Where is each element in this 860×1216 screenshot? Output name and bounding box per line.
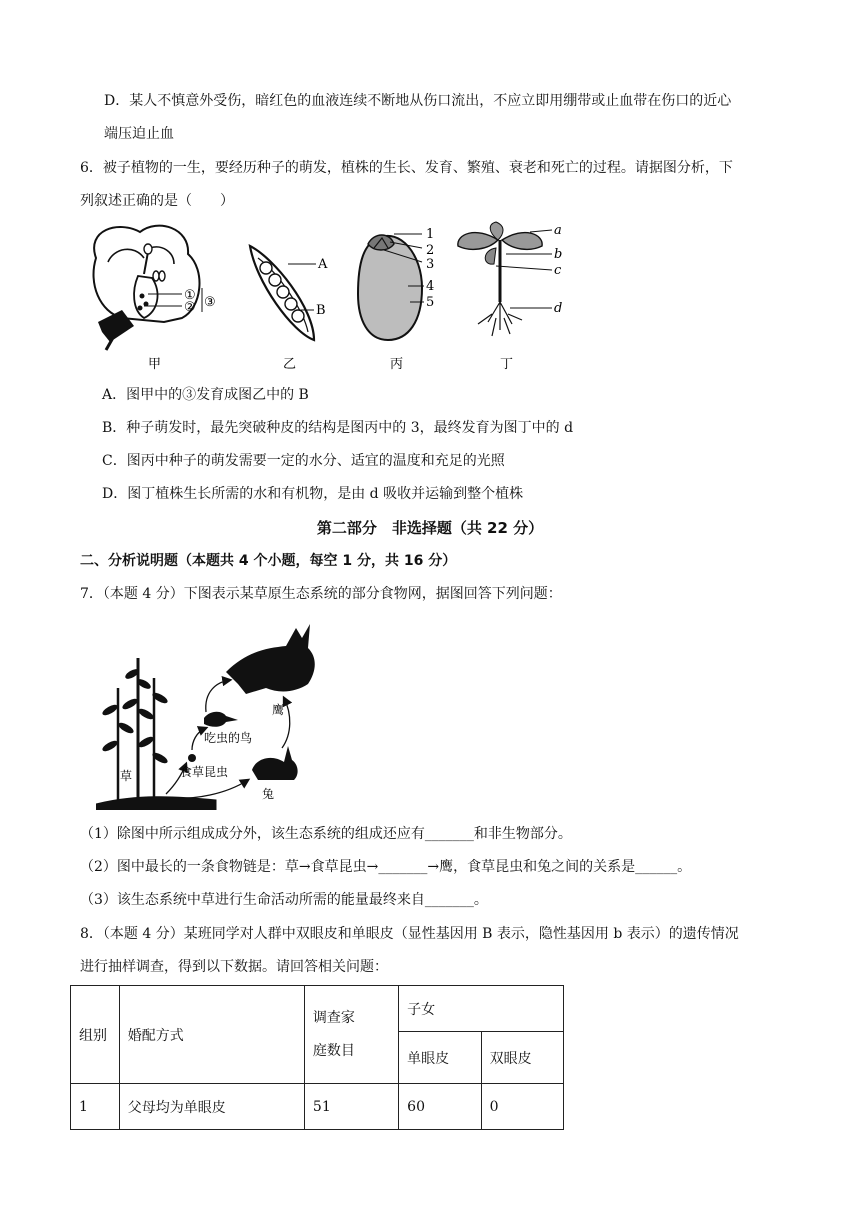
insect-label: 食草昆虫 xyxy=(180,765,229,779)
label-3: 3 xyxy=(426,257,435,272)
caption-jia: 甲 xyxy=(148,357,162,372)
q5-option-d-line2: 端压迫止血 xyxy=(104,126,174,142)
label-b-lower: b xyxy=(554,247,563,262)
part2-title: 第二部分 非选择题（共 22 分） xyxy=(316,519,544,537)
herbivorous-insect xyxy=(188,754,196,762)
q7-stem: 7．（本题 4 分）下图表示某草原生态系统的部分食物网，据图回答下列问题： xyxy=(80,586,562,602)
header-families xyxy=(304,986,398,1084)
seed-diagram xyxy=(358,234,424,340)
q6-figures xyxy=(78,218,778,376)
hawk xyxy=(226,624,315,694)
hawk-label: 鹰 xyxy=(272,703,285,717)
q7-sub3: （3）该生态系统中草进行生命活动所需的能量最终来自_______。 xyxy=(80,892,488,908)
header-group: 组别 xyxy=(71,986,120,1084)
label-5: 5 xyxy=(426,295,435,310)
label-a-lower: a xyxy=(554,223,562,238)
rabbit-label: 兔 xyxy=(262,787,275,801)
label-2: 2 xyxy=(426,243,435,258)
insect-eating-bird xyxy=(204,712,238,727)
cell-group: 1 xyxy=(71,1084,120,1130)
label-1: 1 xyxy=(426,227,435,242)
table-row xyxy=(71,1084,564,1130)
caption-ding: 丁 xyxy=(500,357,514,372)
caption-yi: 乙 xyxy=(283,357,297,372)
cell-mating: 父母均为单眼皮 xyxy=(119,1084,304,1130)
grass-label: 草 xyxy=(120,769,133,783)
label-2: ② xyxy=(184,300,196,315)
q6-stem-line1: 6．被子植物的一生，要经历种子的萌发，植株的生长、发育、繁殖、衰老和死亡的过程。请据图分析，下 xyxy=(80,160,733,176)
cell-double: 0 xyxy=(481,1084,563,1130)
q6-option-b: B．种子萌发时，最先突破种皮的结构是图丙中的 3，最终发育为图丁中的 d xyxy=(102,420,574,436)
q6-option-a: A．图甲中的③发育成图乙中的 B xyxy=(102,387,309,403)
q7-sub1: （1）除图中所示组成成分外，该生态系统的组成还应有_______和非生物部分。 xyxy=(80,826,572,842)
header-mating: 婚配方式 xyxy=(119,986,304,1084)
cell-single: 60 xyxy=(399,1084,481,1130)
header-double-eyelid: 双眼皮 xyxy=(481,1032,563,1084)
header-single-eyelid: 单眼皮 xyxy=(399,1032,481,1084)
seedling-diagram xyxy=(458,222,552,336)
label-3: ③ xyxy=(204,295,216,310)
survey-table xyxy=(70,985,564,1130)
section-heading: 二、分析说明题（本题共 4 个小题，每空 1 分，共 16 分） xyxy=(80,553,457,569)
pod-diagram xyxy=(250,246,316,340)
caption-bing: 丙 xyxy=(390,357,404,372)
label-d: d xyxy=(554,301,563,316)
q8-stem-line2: 进行抽样调查，得到以下数据。请回答相关问题： xyxy=(80,959,388,975)
q6-option-c: C．图丙中种子的萌发需要一定的水分、适宜的温度和充足的光照 xyxy=(102,453,505,469)
label-1: ① xyxy=(184,288,196,303)
rabbit xyxy=(252,746,298,780)
q8-stem-line1: 8．（本题 4 分）某班同学对人群中双眼皮和单眼皮（显性基因用 B 表示，隐性基因用 b 表示）的遗传情况 xyxy=(80,926,739,942)
header-families-line2: 庭数目 xyxy=(312,1042,355,1059)
label-b-upper: B xyxy=(316,303,326,318)
header-families-line1: 调查家 xyxy=(312,1009,355,1026)
q7-sub2: （2）图中最长的一条食物链是：草→食草昆虫→_______→鹰，食草昆虫和兔之间的关系是______。 xyxy=(80,859,692,875)
cell-families: 51 xyxy=(304,1084,398,1130)
header-children: 子女 xyxy=(399,986,564,1032)
q5-option-d-line1: D．某人不慎意外受伤，暗红色的血液连续不断地从伤口流出，不应立即用绷带或止血带在伤口的近心 xyxy=(104,93,732,109)
label-4: 4 xyxy=(426,279,435,294)
label-c: c xyxy=(554,263,562,278)
q6-stem-line2: 列叙述正确的是（ ） xyxy=(80,193,234,209)
q6-option-d: D．图丁植株生长所需的水和有机物，是由 d 吸收并运输到整个植株 xyxy=(102,486,524,502)
food-web-figure xyxy=(96,618,326,810)
bird-label: 吃虫的鸟 xyxy=(204,731,253,745)
label-a-upper: A xyxy=(318,257,328,272)
